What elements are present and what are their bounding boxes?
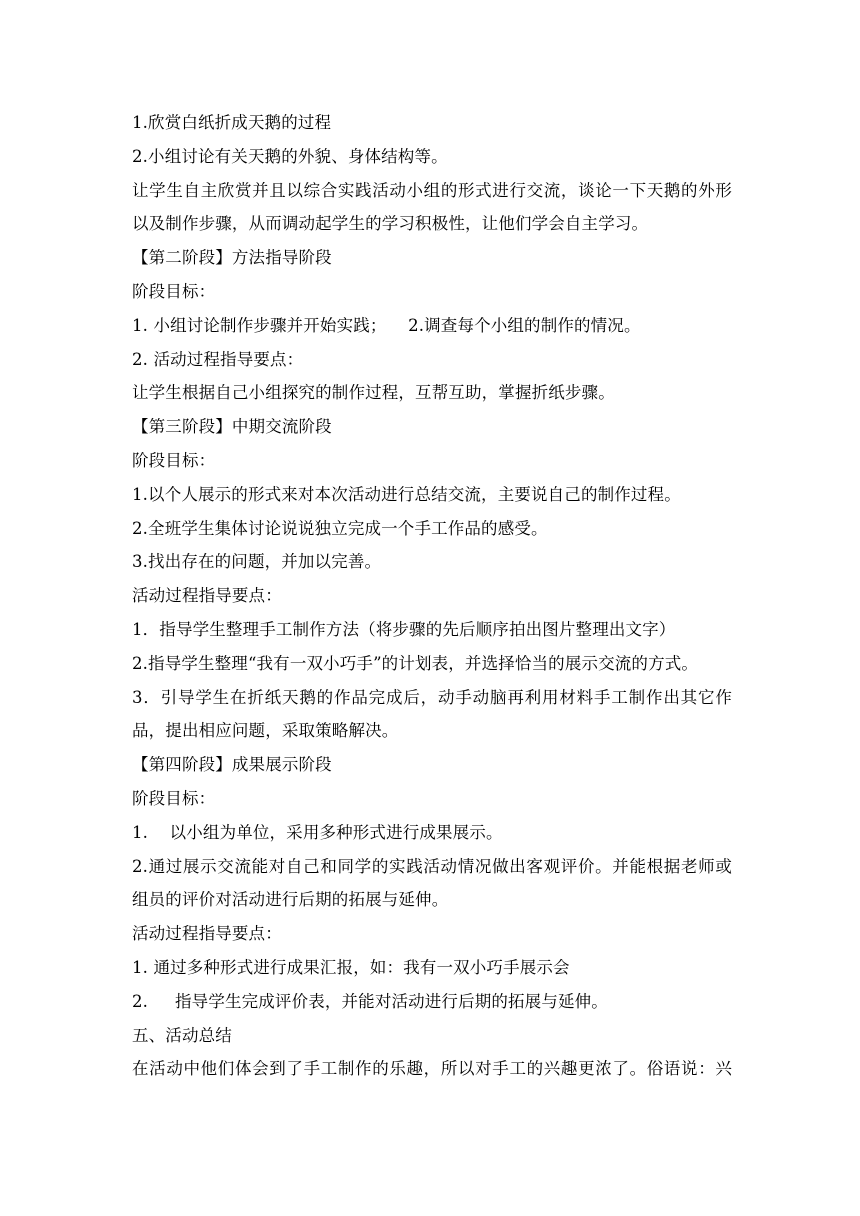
- item-line: 1. 通过多种形式进行成果汇报，如：我有一双小巧手展示会: [132, 957, 570, 977]
- guidance-label: 活动过程指导要点：: [132, 924, 282, 944]
- paragraph-line: 让学生自主欣赏并且以综合实践活动小组的形式进行交流，谈论一下天鹅的外形: [132, 180, 732, 200]
- item-line: 1.以个人展示的形式来对本次活动进行总结交流，主要说自己的制作过程。: [132, 484, 681, 504]
- item-line: 1. 以小组为单位，采用多种形式进行成果展示。: [132, 822, 503, 842]
- item-line: 2. 指导学生完成评价表，并能对活动进行后期的拓展与延伸。: [132, 991, 608, 1011]
- stage-goal-label: 阶段目标：: [132, 450, 216, 470]
- item-line-2: 2.小组讨论有关天鹅的外貌、身体结构等。: [132, 146, 448, 166]
- section-heading-summary: 五、活动总结: [132, 1025, 232, 1045]
- paragraph-line: 在活动中他们体会到了手工制作的乐趣，所以对手工的兴趣更浓了。俗语说：兴: [132, 1059, 732, 1079]
- paragraph-line: 以及制作步骤，从而调动起学生的学习积极性，让他们学会自主学习。: [132, 214, 649, 234]
- paragraph-line: 让学生根据自己小组探究的制作过程，互帮互助，掌握折纸步骤。: [132, 383, 615, 403]
- section-heading-stage-3: 【第三阶段】中期交流阶段: [132, 417, 332, 437]
- item-line-1: 1.欣赏白纸折成天鹅的过程: [132, 113, 332, 132]
- guidance-label: 活动过程指导要点：: [132, 586, 282, 606]
- item-line: 1．指导学生整理手工制作方法（将步骤的先后顺序拍出图片整理出文字）: [132, 619, 676, 639]
- item-line: 2.通过展示交流能对自己和同学的实践活动情况做出客观评价。并能根据老师或: [132, 856, 732, 876]
- paragraph-line: 组员的评价对活动进行后期的拓展与延伸。: [132, 890, 449, 910]
- stage-goal-label: 阶段目标：: [132, 281, 216, 301]
- item-line: 2.全班学生集体讨论说说独立完成一个手工作品的感受。: [132, 518, 548, 538]
- item-line: 2.指导学生整理“我有一双小巧手”的计划表，并选择恰当的展示交流的方式。: [132, 653, 699, 673]
- item-line: 3．引导学生在折纸天鹅的作品完成后，动手动脑再利用材料手工制作出其它作: [132, 687, 732, 707]
- paragraph-line: 品，提出相应问题，采取策略解决。: [132, 721, 399, 741]
- section-heading-stage-2: 【第二阶段】方法指导阶段: [132, 248, 332, 268]
- section-heading-stage-4: 【第四阶段】成果展示阶段: [132, 755, 332, 775]
- document-body: [132, 106, 732, 1086]
- item-line: 3.找出存在的问题，并加以完善。: [132, 552, 382, 572]
- item-line: 1. 小组讨论制作步骤并开始实践； 2.调查每个小组的制作的情况。: [132, 315, 641, 335]
- stage-goal-label: 阶段目标：: [132, 788, 216, 808]
- item-line: 2. 活动过程指导要点：: [132, 349, 304, 369]
